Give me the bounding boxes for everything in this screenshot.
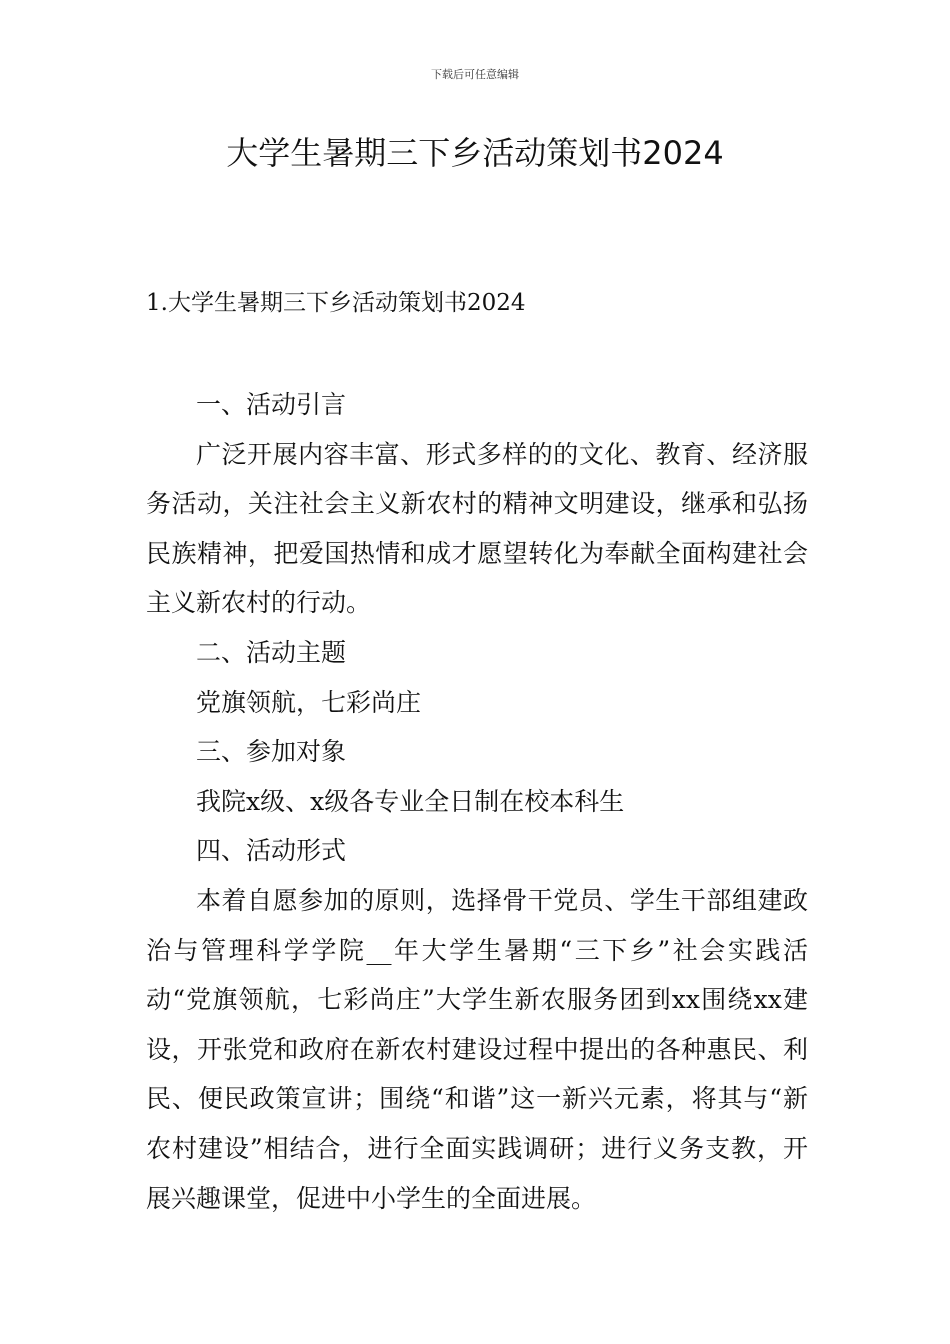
paragraph-format: 本着自愿参加的原则，选择骨干党员、学生干部组建政治与管理科学学院__年大学生暑期“三下乡”社会实践活动“党旗领航，七彩尚庄”大学生新农服务团到xx围绕xx建设，开张党和政府在新农村建设过程中提出的各种惠民、利民、便民政策宣讲；围绕“和谐”这一新兴元素，将其与“新农村建设”相结合，进行全面实践调研；进行义务支教，开展兴趣课堂，促进中小学生的全面进展。	[146, 885, 808, 1213]
paragraph-theme: 党旗领航，七彩尚庄	[196, 687, 422, 717]
document-title: 大学生暑期三下乡活动策划书2024	[226, 134, 724, 172]
heading-participants: 三、参加对象	[196, 737, 347, 767]
header-note: 下载后可任意编辑	[431, 68, 519, 81]
heading-intro: 一、活动引言	[196, 390, 347, 419]
document-body	[146, 380, 808, 1223]
paragraph-intro: 广泛开展内容丰富、形式多样的的文化、教育、经济服务活动，关注社会主义新农村的精神文明建设，继承和弘扬民族精神，把爱国热情和成才愿望转化为奉献全面构建社会主义新农村的行动。	[146, 439, 808, 618]
heading-format: 四、活动形式	[196, 836, 347, 866]
section-title: 1.大学生暑期三下乡活动策划书2024	[146, 290, 526, 316]
heading-theme: 二、活动主题	[196, 637, 347, 667]
paragraph-participants: 我院x级、x级各专业全日制在校本科生	[196, 786, 625, 816]
